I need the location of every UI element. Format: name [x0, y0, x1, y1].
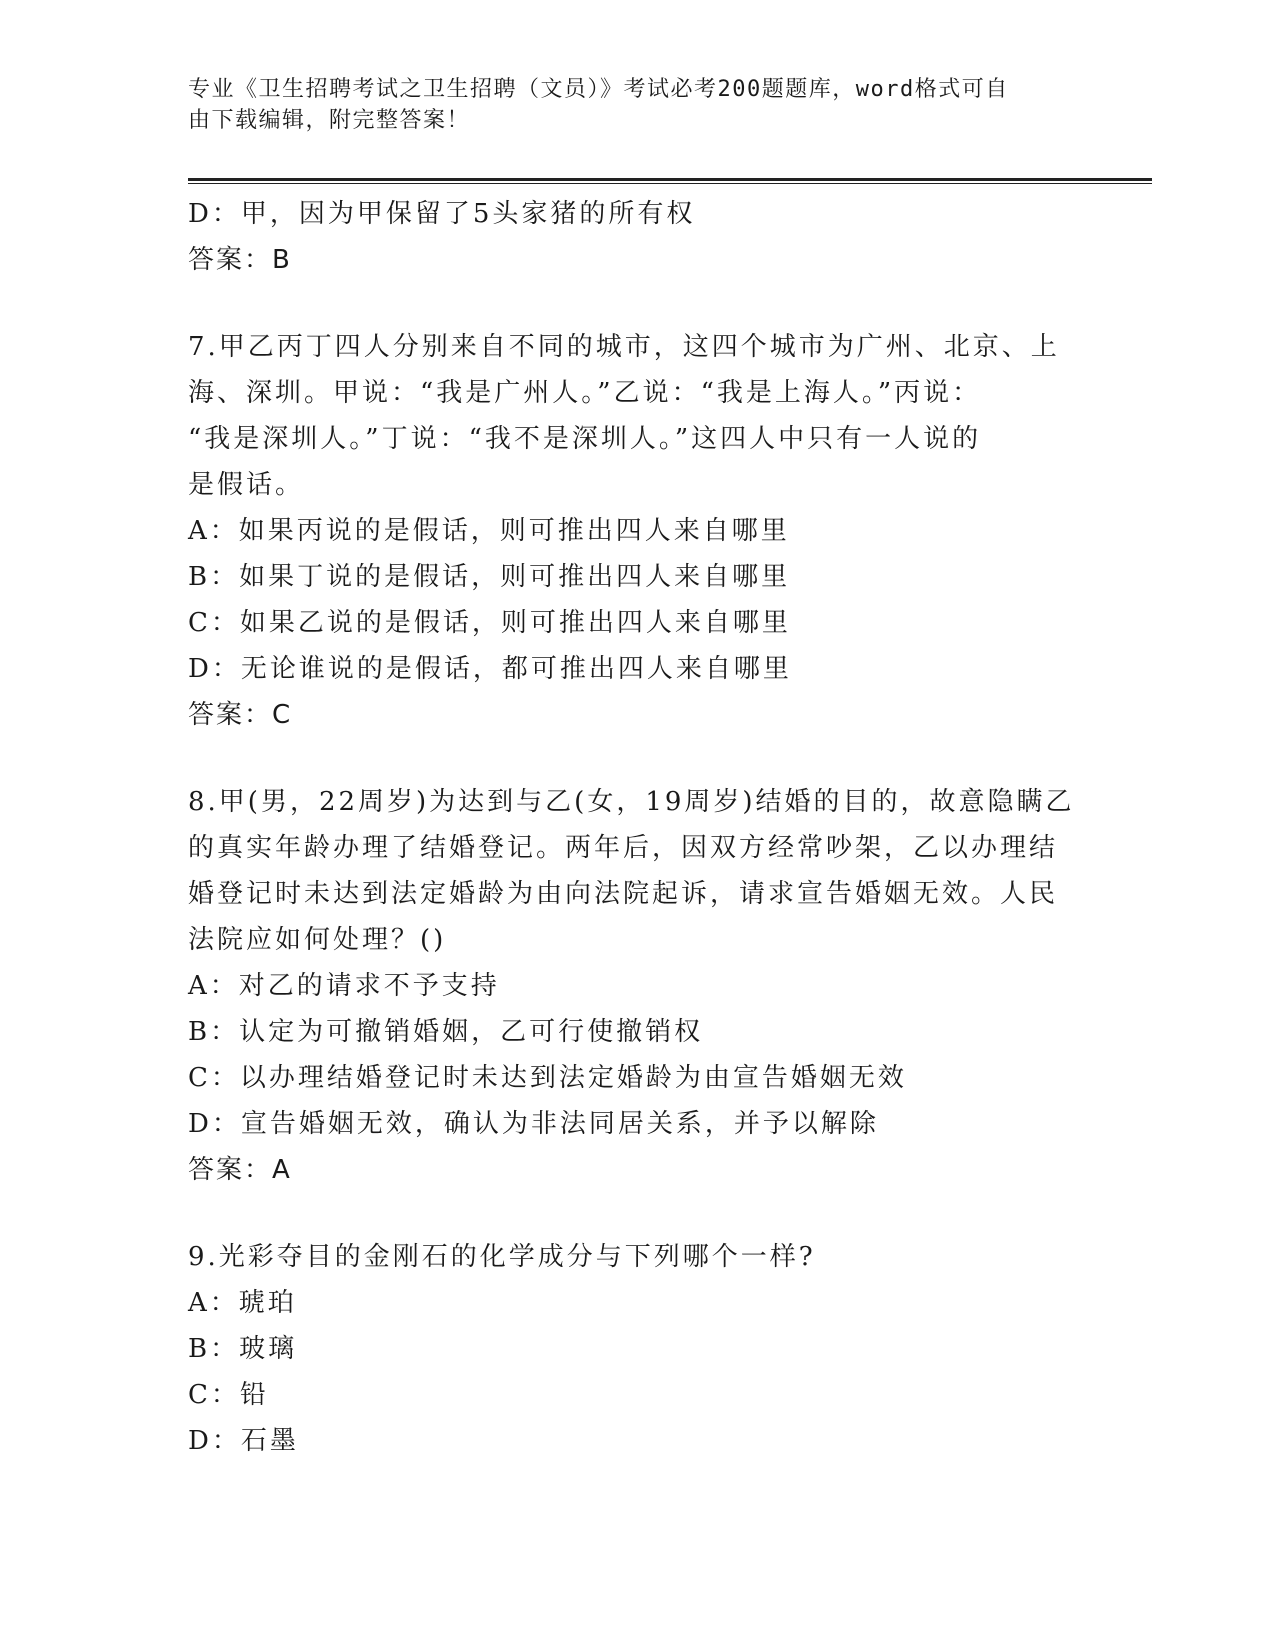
q7-option-c: C：如果乙说的是假话，则可推出四人来自哪里	[188, 608, 791, 638]
q7-answer: 答案：C	[188, 700, 293, 730]
question-7	[188, 324, 1078, 738]
q9-option-d: D：石墨	[188, 1426, 299, 1456]
q6-answer: 答案：B	[188, 245, 292, 275]
document-body	[188, 191, 1078, 1464]
q8-stem-line: 法院应如何处理？()	[188, 925, 447, 955]
header-line-2: 由下载编辑，附完整答案！	[188, 108, 471, 133]
document-header	[188, 74, 1068, 136]
q7-stem-line: 是假话。	[188, 470, 305, 500]
q9-option-a: A：琥珀	[188, 1288, 297, 1318]
q8-option-c: C：以办理结婚登记时未达到法定婚龄为由宣告婚姻无效	[188, 1063, 907, 1093]
q6-option-d: D：甲，因为甲保留了5头家猪的所有权	[188, 199, 696, 229]
q7-stem-line: 海、深圳。甲说：“我是广州人。”乙说：“我是上海人。”丙说：	[188, 378, 982, 408]
q7-option-a: A：如果丙说的是假话，则可推出四人来自哪里	[188, 516, 790, 546]
q7-option-b: B：如果丁说的是假话，则可推出四人来自哪里	[188, 562, 791, 592]
q8-option-a: A：对乙的请求不予支持	[188, 971, 500, 1001]
q8-stem-line: 8.甲(男，22周岁)为达到与乙(女，19周岁)结婚的目的，故意隐瞒乙	[188, 787, 1075, 817]
q7-stem-line: “我是深圳人。”丁说：“我不是深圳人。”这四人中只有一人说的	[188, 424, 982, 454]
q8-answer: 答案：A	[188, 1155, 292, 1185]
header-rule-thin	[188, 183, 1152, 184]
q9-option-c: C：铅	[188, 1380, 269, 1410]
q9-option-b: B：玻璃	[188, 1334, 298, 1364]
q8-option-b: B：认定为可撤销婚姻，乙可行使撤销权	[188, 1017, 704, 1047]
q8-stem-line: 的真实年龄办理了结婚登记。两年后，因双方经常吵架，乙以办理结	[188, 833, 1059, 863]
q8-option-d: D：宣告婚姻无效，确认为非法同居关系，并予以解除	[188, 1109, 879, 1139]
question-8	[188, 779, 1078, 1193]
question-9	[188, 1234, 1078, 1464]
q9-stem-line: 9.光彩夺目的金刚石的化学成分与下列哪个一样?	[188, 1242, 816, 1272]
q8-stem-line: 婚登记时未达到法定婚龄为由向法院起诉，请求宣告婚姻无效。人民	[188, 879, 1059, 909]
header-line-1: 专业《卫生招聘考试之卫生招聘（文员）》考试必考200题题库，word格式可自	[188, 77, 1009, 102]
q7-option-d: D：无论谁说的是假话，都可推出四人来自哪里	[188, 654, 792, 684]
header-rule-thick	[188, 178, 1152, 181]
q7-stem-line: 7.甲乙丙丁四人分别来自不同的城市，这四个城市为广州、北京、上	[188, 332, 1060, 362]
